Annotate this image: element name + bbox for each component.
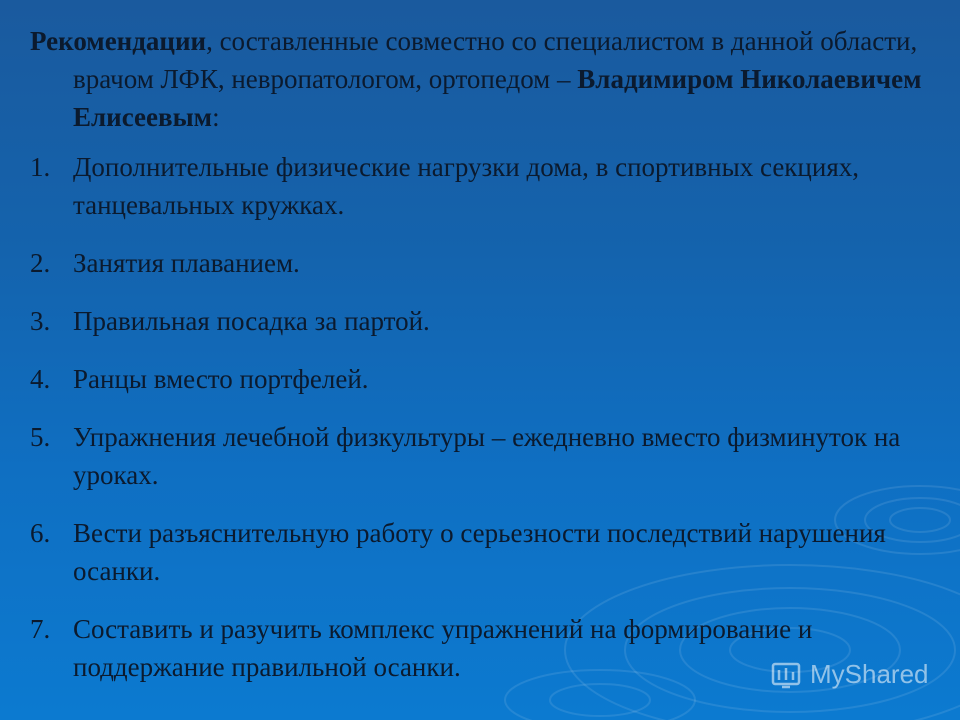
myshared-watermark[interactable]: [768, 654, 929, 694]
intro-lead-bold: Рекомендации: [30, 26, 207, 56]
list-item: [30, 244, 930, 282]
specialist-name: Владимиром Николаевичем Елисеевым: [73, 64, 922, 132]
item-text: Дополнительные физические нагрузки дома, в спортивных секциях, танцевальных кружках.: [73, 152, 859, 220]
item-text: Занятия плаванием.: [73, 248, 300, 278]
recommendations-list: [30, 148, 930, 686]
myshared-logo-icon: [768, 656, 804, 692]
slide-content: [30, 22, 930, 706]
item-text: Составить и разучить комплекс упражнений на формирование и поддержание правильной осанки.: [73, 614, 813, 682]
item-text: Упражнения лечебной физкультуры – ежедневно вместо физминуток на уроках.: [73, 422, 901, 490]
item-number: 5.: [30, 422, 51, 452]
item-number: 7.: [30, 614, 51, 644]
item-number: 3.: [30, 306, 51, 336]
list-item: [30, 148, 930, 224]
intro-paragraph: [30, 22, 930, 136]
intro-tail: :: [212, 102, 220, 132]
item-number: 4.: [30, 364, 51, 394]
item-number: 6.: [30, 518, 51, 548]
intro-lead-text: , составленные совместно со специалистом в данной области, врачом ЛФК, невропатологом, ортопедом –: [73, 26, 918, 94]
item-number: 2.: [30, 248, 51, 278]
item-text: Вести разъяснительную работу о серьезности последствий нарушения осанки.: [73, 518, 886, 586]
list-item: [30, 302, 930, 340]
item-text: Правильная посадка за партой.: [73, 306, 430, 336]
watermark-text: MyShared: [810, 658, 929, 689]
item-text: Ранцы вместо портфелей.: [73, 364, 369, 394]
item-number: 1.: [30, 152, 51, 182]
list-item: [30, 418, 930, 494]
list-item: [30, 360, 930, 398]
list-item: [30, 514, 930, 590]
